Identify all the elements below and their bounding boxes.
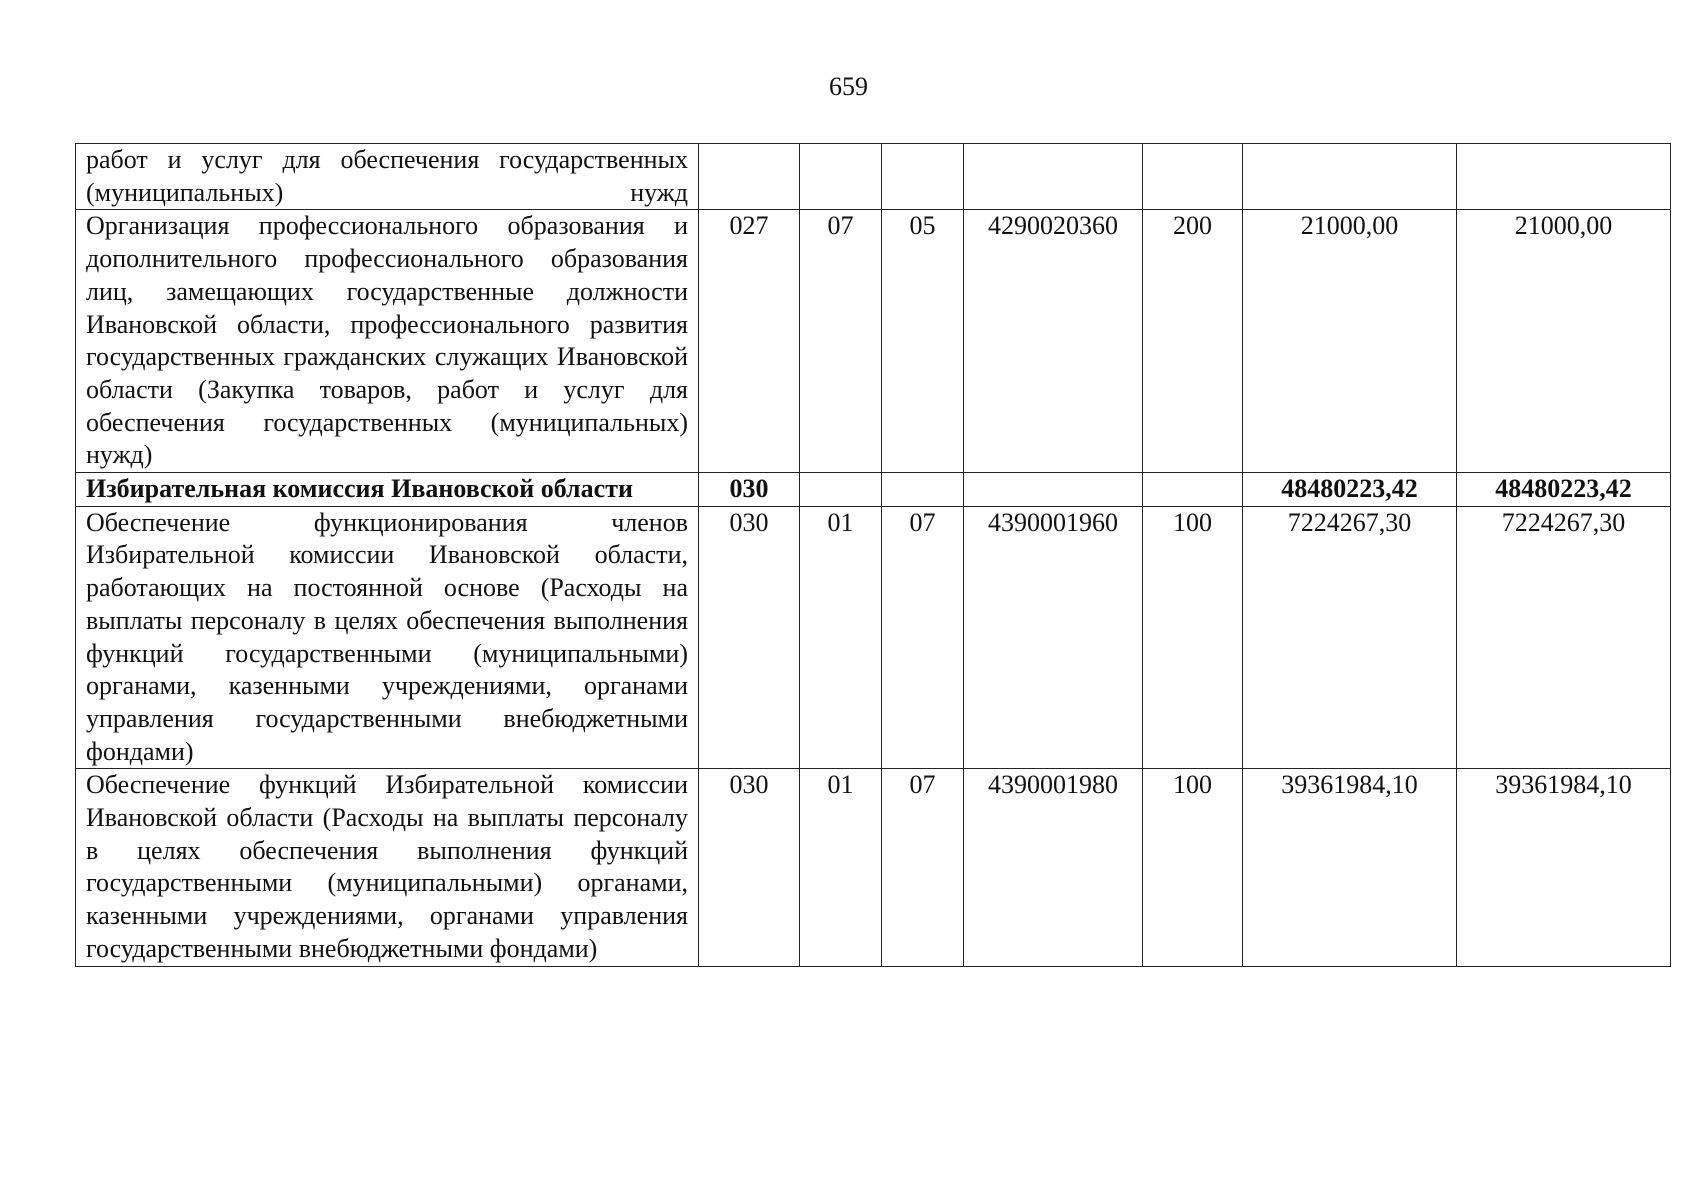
row-amount-1-cell: [1243, 144, 1457, 210]
table-row: [76, 144, 1671, 210]
row-expense-type-cell: [1143, 144, 1243, 210]
row-amount-1-cell: 48480223,42: [1243, 473, 1457, 507]
row-section-cell: 07: [800, 210, 882, 473]
row-code-cell: 030: [699, 506, 800, 769]
row-code-cell: 030: [699, 473, 800, 507]
budget-table: [75, 143, 1671, 967]
row-subsection-cell: 05: [882, 210, 964, 473]
row-subsection-cell: 07: [882, 769, 964, 966]
row-target-article-cell: 4390001980: [964, 769, 1143, 966]
row-section-cell: 01: [800, 769, 882, 966]
row-target-article-cell: 4290020360: [964, 210, 1143, 473]
row-amount-2-cell: 7224267,30: [1457, 506, 1671, 769]
row-amount-2-cell: [1457, 144, 1671, 210]
row-expense-type-cell: [1143, 473, 1243, 507]
row-subsection-cell: [882, 144, 964, 210]
row-name-cell: Обеспечение функций Избирательной комиссии Ивановской области (Расходы на выплаты персоналу в целях обеспечения выполнения функций государственными (муниципальными) органами, казенными учреждениями, органами управления государственными внебюджетными фондами): [76, 769, 699, 966]
row-subsection-cell: [882, 473, 964, 507]
row-expense-type-cell: 200: [1143, 210, 1243, 473]
table-row: [76, 473, 1671, 507]
row-amount-2-cell: 39361984,10: [1457, 769, 1671, 966]
row-amount-2-cell: 48480223,42: [1457, 473, 1671, 507]
row-name-cell: работ и услуг для обеспечения государственных (муниципальных) нужд: [76, 144, 699, 210]
row-code-cell: 030: [699, 769, 800, 966]
row-name-cell: Организация профессионального образования и дополнительного профессионального образования лиц, замещающих государственные должности Ивановской области, профессионального развития государственных гражданских служащих Ивановской области (Закупка товаров, работ и услуг для обеспечения государственных (муниципальных) нужд): [76, 210, 699, 473]
row-expense-type-cell: 100: [1143, 506, 1243, 769]
row-target-article-cell: [964, 144, 1143, 210]
row-code-cell: [699, 144, 800, 210]
row-name-cell: Обеспечение функционирования членов Избирательной комиссии Ивановской области, работающих на постоянной основе (Расходы на выплаты персоналу в целях обеспечения выполнения функций государственными (муниципальными) органами, казенными учреждениями, органами управления государственными внебюджетными фондами): [76, 506, 699, 769]
table-row: [76, 210, 1671, 473]
row-expense-type-cell: 100: [1143, 769, 1243, 966]
row-target-article-cell: 4390001960: [964, 506, 1143, 769]
row-amount-2-cell: 21000,00: [1457, 210, 1671, 473]
row-amount-1-cell: 21000,00: [1243, 210, 1457, 473]
row-amount-1-cell: 39361984,10: [1243, 769, 1457, 966]
row-target-article-cell: [964, 473, 1143, 507]
page-number: 659: [829, 72, 868, 101]
table-row: [76, 506, 1671, 769]
row-subsection-cell: 07: [882, 506, 964, 769]
row-code-cell: 027: [699, 210, 800, 473]
row-section-cell: [800, 473, 882, 507]
row-name-cell: Избирательная комиссия Ивановской области: [76, 473, 699, 507]
row-amount-1-cell: 7224267,30: [1243, 506, 1457, 769]
row-section-cell: 01: [800, 506, 882, 769]
table-row: [76, 769, 1671, 966]
row-section-cell: [800, 144, 882, 210]
